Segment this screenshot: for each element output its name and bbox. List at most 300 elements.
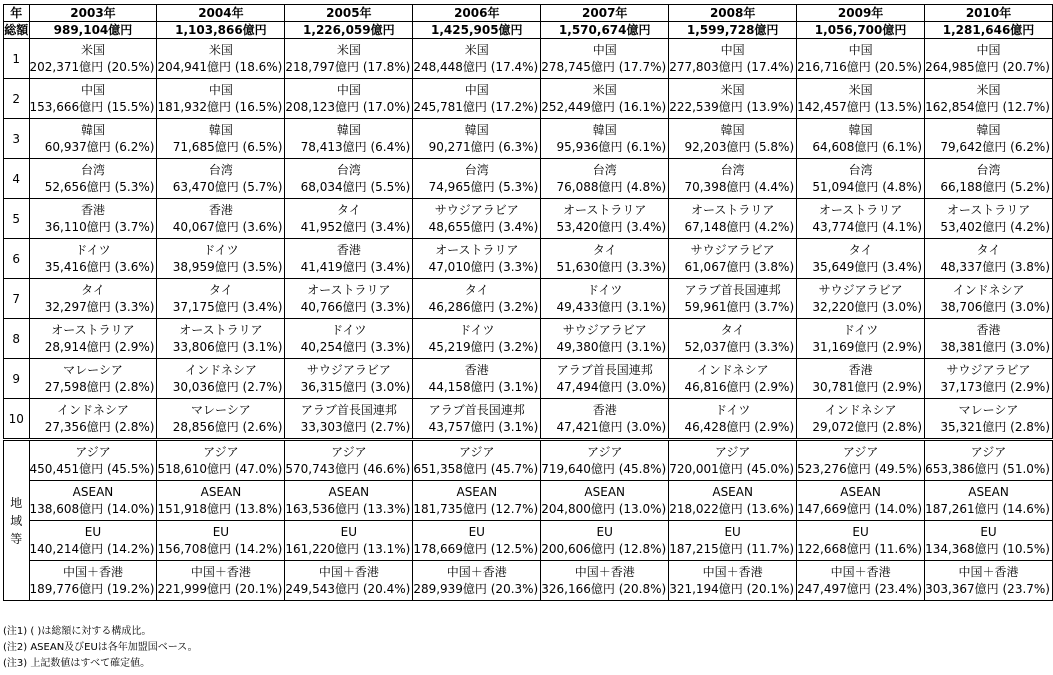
cell-value: 222,539億円 (13.9%) (669, 99, 795, 114)
table-cell (797, 399, 925, 440)
table-cell (541, 279, 669, 319)
table-row (4, 399, 1053, 440)
cell-country: EU (340, 524, 358, 539)
cell-value: 49,433億円 (3.1%) (556, 299, 667, 314)
cell-value: 31,169億円 (2.9%) (812, 339, 923, 354)
cell-value: 189,776億円 (19.2%) (29, 581, 155, 596)
year-header: 2003年 (29, 5, 157, 22)
cell-value: 278,745億円 (17.7%) (541, 59, 667, 74)
cell-value: 90,271億円 (6.3%) (428, 139, 539, 154)
table-cell (29, 159, 157, 199)
cell-value: 40,067億円 (3.6%) (172, 219, 283, 234)
table-cell (541, 521, 669, 561)
cell-country: 中国＋香港 (830, 564, 891, 579)
total-value: 1,226,059億円 (285, 22, 413, 39)
cell-value: 27,356億円 (2.8%) (44, 419, 155, 434)
cell-value: 46,428億円 (2.9%) (684, 419, 795, 434)
cell-country: 台湾 (720, 162, 745, 177)
region-row (4, 521, 1053, 561)
cell-value: 134,368億円 (10.5%) (925, 541, 1050, 556)
cell-value: 216,716億円 (20.5%) (797, 59, 923, 74)
cell-country: 中国＋香港 (702, 564, 763, 579)
cell-value: 64,608億円 (6.1%) (812, 139, 923, 154)
cell-country: ドイツ (459, 322, 495, 337)
table-cell (157, 279, 285, 319)
cell-value: 264,985億円 (20.7%) (925, 59, 1050, 74)
table-cell (157, 359, 285, 399)
table-cell (285, 521, 413, 561)
cell-value: 153,666億円 (15.5%) (29, 99, 155, 114)
cell-value: 66,188億円 (5.2%) (940, 179, 1050, 194)
cell-value: 277,803億円 (17.4%) (669, 59, 795, 74)
cell-value: 245,781億円 (17.2%) (413, 99, 539, 114)
table-cell (285, 199, 413, 239)
cell-value: 181,932億円 (16.5%) (157, 99, 283, 114)
cell-value: 38,706億円 (3.0%) (940, 299, 1050, 314)
table-cell (541, 440, 669, 481)
table-cell (925, 199, 1053, 239)
cell-country: オーストラリア (690, 202, 775, 217)
table-cell (541, 199, 669, 239)
table-cell (541, 319, 669, 359)
cell-value: 163,536億円 (13.3%) (285, 501, 411, 516)
cell-value: 720,001億円 (45.0%) (669, 461, 795, 476)
cell-value: 43,774億円 (4.1%) (812, 219, 923, 234)
table-cell (925, 359, 1053, 399)
cell-value: 52,037億円 (3.3%) (684, 339, 795, 354)
cell-country: ASEAN (584, 484, 626, 499)
table-cell (925, 79, 1053, 119)
rank-number: 9 (4, 359, 30, 399)
table-cell (797, 159, 925, 199)
cell-value: 76,088億円 (4.8%) (556, 179, 667, 194)
rank-number: 5 (4, 199, 30, 239)
table-cell (285, 159, 413, 199)
cell-value: 138,608億円 (14.0%) (29, 501, 155, 516)
cell-country: ドイツ (75, 242, 111, 257)
cell-value: 36,315億円 (3.0%) (300, 379, 411, 394)
cell-country: EU (980, 524, 997, 539)
cell-value: 252,449億円 (16.1%) (541, 99, 667, 114)
cell-country: ASEAN (72, 484, 114, 499)
table-cell (413, 79, 541, 119)
total-value: 1,425,905億円 (413, 22, 541, 39)
cell-value: 48,655億円 (3.4%) (428, 219, 539, 234)
table-cell (285, 561, 413, 601)
cell-value: 71,685億円 (6.5%) (172, 139, 283, 154)
table-cell (413, 239, 541, 279)
table-row (4, 39, 1053, 79)
footnotes (3, 624, 198, 672)
year-header: 2004年 (157, 5, 285, 22)
cell-country: タイ (720, 322, 745, 337)
cell-value: 122,668億円 (11.6%) (797, 541, 923, 556)
cell-value: 523,276億円 (49.5%) (797, 461, 923, 476)
table-row (4, 239, 1053, 279)
table-row (4, 199, 1053, 239)
table-cell (285, 119, 413, 159)
table-cell (541, 481, 669, 521)
table-cell (285, 359, 413, 399)
cell-value: 47,010億円 (3.3%) (428, 259, 539, 274)
cell-value: 60,937億円 (6.2%) (44, 139, 155, 154)
cell-value: 326,166億円 (20.8%) (541, 581, 667, 596)
cell-value: 289,939億円 (20.3%) (413, 581, 539, 596)
table-cell (285, 239, 413, 279)
table-cell (797, 481, 925, 521)
table-row (4, 359, 1053, 399)
cell-country: 中国 (208, 82, 233, 97)
table-cell (285, 79, 413, 119)
table-cell (925, 319, 1053, 359)
cell-value: 162,854億円 (12.7%) (925, 99, 1050, 114)
cell-country: 中国＋香港 (318, 564, 379, 579)
table-cell (413, 119, 541, 159)
cell-country: ASEAN (328, 484, 370, 499)
cell-value: 200,606億円 (12.8%) (541, 541, 667, 556)
cell-value: 63,470億円 (5.7%) (172, 179, 283, 194)
cell-country: インドネシア (184, 362, 257, 377)
cell-country: 中国 (848, 42, 873, 57)
trade-partner-table (3, 4, 1053, 601)
region-label-char: 地 (10, 495, 23, 510)
table-cell (29, 239, 157, 279)
cell-country: 中国＋香港 (62, 564, 123, 579)
region-row (4, 481, 1053, 521)
table-cell (413, 481, 541, 521)
total-value: 1,599,728億円 (669, 22, 797, 39)
cell-country: タイ (336, 202, 361, 217)
cell-value: 36,110億円 (3.7%) (44, 219, 155, 234)
cell-value: 37,175億円 (3.4%) (172, 299, 283, 314)
cell-value: 95,936億円 (6.1%) (556, 139, 667, 154)
table-cell (925, 279, 1053, 319)
table-cell (29, 39, 157, 79)
table-cell (29, 481, 157, 521)
cell-value: 218,797億円 (17.8%) (285, 59, 411, 74)
cell-value: 47,421億円 (3.0%) (556, 419, 667, 434)
table-cell (669, 481, 797, 521)
table-cell (797, 521, 925, 561)
cell-country: タイ (81, 282, 105, 297)
cell-country: 香港 (592, 402, 617, 417)
cell-country: オーストラリア (435, 242, 519, 257)
cell-country: 米国 (976, 82, 1001, 97)
cell-value: 33,806億円 (3.1%) (172, 339, 283, 354)
table-cell (925, 561, 1053, 601)
footnote-1: (注1) ( )は総額に対する構成比。 (3, 626, 152, 637)
table-cell (157, 319, 285, 359)
cell-country: 中国 (464, 82, 489, 97)
cell-value: 142,457億円 (13.5%) (797, 99, 923, 114)
cell-value: 40,254億円 (3.3%) (300, 339, 411, 354)
cell-country: 米国 (592, 82, 617, 97)
cell-value: 140,214億円 (14.2%) (29, 541, 155, 556)
cell-value: 518,610億円 (47.0%) (157, 461, 283, 476)
cell-value: 78,413億円 (6.4%) (300, 139, 411, 154)
table-cell (285, 39, 413, 79)
cell-value: 156,708億円 (14.2%) (157, 541, 283, 556)
cell-country: 香港 (848, 362, 873, 377)
cell-country: タイ (592, 242, 617, 257)
cell-value: 35,649億円 (3.4%) (812, 259, 923, 274)
table-cell (157, 440, 285, 481)
table-cell (29, 521, 157, 561)
cell-country: インドネシア (696, 362, 769, 377)
cell-country: EU (84, 524, 102, 539)
table-row (4, 119, 1053, 159)
cell-country: ASEAN (200, 484, 242, 499)
table-cell (413, 440, 541, 481)
cell-country: 韓国 (336, 122, 361, 137)
cell-country: アジア (75, 444, 111, 459)
cell-value: 202,371億円 (20.5%) (29, 59, 155, 74)
cell-country: 米国 (208, 42, 233, 57)
table-cell (669, 561, 797, 601)
region-label (4, 440, 30, 601)
table-cell (797, 561, 925, 601)
table-cell (29, 440, 157, 481)
total-value: 1,570,674億円 (541, 22, 669, 39)
table-cell (157, 159, 285, 199)
cell-value: 204,941億円 (18.6%) (157, 59, 283, 74)
rank-number: 7 (4, 279, 30, 319)
total-label: 総額 (4, 23, 29, 37)
cell-country: 香港 (336, 242, 361, 257)
cell-country: EU (468, 524, 485, 539)
cell-value: 653,386億円 (51.0%) (925, 461, 1050, 476)
table-cell (29, 279, 157, 319)
cell-country: アラブ首長国連邦 (556, 362, 653, 377)
cell-country: 韓国 (592, 122, 617, 137)
cell-country: 韓国 (848, 122, 873, 137)
cell-value: 41,952億円 (3.4%) (300, 219, 411, 234)
region-label-char: 域 (10, 513, 23, 528)
cell-country: 韓国 (976, 122, 1001, 137)
table-cell (29, 119, 157, 159)
table-cell (669, 119, 797, 159)
table-cell (29, 561, 157, 601)
table-row (4, 79, 1053, 119)
rank-number: 6 (4, 239, 30, 279)
cell-value: 187,261億円 (14.6%) (925, 501, 1050, 516)
cell-country: アジア (970, 444, 1007, 459)
cell-value: 32,220億円 (3.0%) (812, 299, 923, 314)
cell-country: 台湾 (80, 162, 105, 177)
cell-value: 45,219億円 (3.2%) (428, 339, 539, 354)
cell-country: 中国 (592, 42, 617, 57)
cell-value: 249,543億円 (20.4%) (285, 581, 411, 596)
table-cell (285, 399, 413, 440)
cell-country: マレーシア (191, 402, 251, 417)
header-row-years (4, 5, 1053, 22)
cell-country: 中国 (976, 42, 1001, 57)
cell-country: サウジアラビア (306, 362, 391, 377)
year-header: 2009年 (797, 5, 925, 22)
rank-number: 10 (4, 399, 30, 440)
cell-value: 51,630億円 (3.3%) (556, 259, 667, 274)
cell-value: 651,358億円 (45.7%) (413, 461, 539, 476)
cell-country: 中国＋香港 (190, 564, 251, 579)
table-cell (925, 119, 1053, 159)
table-cell (669, 399, 797, 440)
cell-country: インドネシア (952, 282, 1025, 297)
cell-country: オーストラリア (818, 202, 903, 217)
table-cell (669, 440, 797, 481)
year-header: 2006年 (413, 5, 541, 22)
cell-country: 中国 (80, 82, 105, 97)
cell-country: インドネシア (824, 402, 897, 417)
cell-value: 41,419億円 (3.4%) (300, 259, 411, 274)
cell-value: 67,148億円 (4.2%) (684, 219, 795, 234)
year-label: 年 (4, 5, 30, 22)
table-cell (669, 199, 797, 239)
rank-number: 4 (4, 159, 30, 199)
table-cell (797, 279, 925, 319)
rank-number: 2 (4, 79, 30, 119)
cell-value: 570,743億円 (46.6%) (285, 461, 411, 476)
cell-country: オーストラリア (307, 282, 391, 297)
cell-country: オーストラリア (51, 322, 135, 337)
table-cell (413, 319, 541, 359)
cell-country: アラブ首長国連邦 (684, 282, 781, 297)
table-cell (925, 399, 1053, 440)
table-cell (541, 119, 669, 159)
cell-country: 韓国 (464, 122, 489, 137)
cell-value: 46,816億円 (2.9%) (684, 379, 795, 394)
cell-value: 28,914億円 (2.9%) (44, 339, 155, 354)
cell-value: 53,402億円 (4.2%) (940, 219, 1050, 234)
table-cell (413, 39, 541, 79)
table-cell (925, 481, 1053, 521)
cell-value: 719,640億円 (45.8%) (541, 461, 667, 476)
cell-value: 181,735億円 (12.7%) (413, 501, 539, 516)
cell-value: 68,034億円 (5.5%) (300, 179, 411, 194)
table-cell (541, 239, 669, 279)
region-label-char: 等 (10, 531, 23, 546)
cell-country: ドイツ (331, 322, 367, 337)
cell-country: オーストラリア (563, 202, 647, 217)
cell-value: 208,123億円 (17.0%) (285, 99, 411, 114)
region-row (4, 561, 1053, 601)
cell-country: EU (596, 524, 613, 539)
table-cell (29, 319, 157, 359)
cell-value: 248,448億円 (17.4%) (413, 59, 539, 74)
table-cell (413, 359, 541, 399)
table-cell (285, 440, 413, 481)
cell-country: サウジアラビア (690, 242, 775, 257)
table-cell (157, 119, 285, 159)
rank-number: 8 (4, 319, 30, 359)
cell-value: 38,381億円 (3.0%) (940, 339, 1050, 354)
cell-value: 46,286億円 (3.2%) (428, 299, 539, 314)
cell-country: EU (212, 524, 230, 539)
cell-value: 28,856億円 (2.6%) (172, 419, 283, 434)
cell-value: 178,669億円 (12.5%) (413, 541, 539, 556)
table-cell (669, 239, 797, 279)
cell-value: 147,669億円 (14.0%) (797, 501, 923, 516)
cell-value: 151,918億円 (13.8%) (157, 501, 283, 516)
table-cell (925, 440, 1053, 481)
table-cell (797, 39, 925, 79)
cell-country: タイ (209, 282, 233, 297)
table-cell (157, 79, 285, 119)
cell-country: オーストラリア (946, 202, 1031, 217)
trade-table-container (3, 4, 1053, 601)
cell-country: サウジアラビア (818, 282, 903, 297)
cell-country: ASEAN (840, 484, 881, 499)
footnote-2: (注2) ASEAN及びEUは各年加盟国ベース。 (3, 642, 198, 653)
cell-value: 40,766億円 (3.3%) (300, 299, 411, 314)
table-row (4, 319, 1053, 359)
cell-value: 32,297億円 (3.3%) (44, 299, 155, 314)
cell-country: サウジアラビア (434, 202, 519, 217)
year-header: 2005年 (285, 5, 413, 22)
table-cell (29, 79, 157, 119)
table-cell (413, 561, 541, 601)
cell-value: 30,036億円 (2.7%) (172, 379, 283, 394)
cell-country: アラブ首長国連邦 (428, 402, 525, 417)
table-cell (669, 319, 797, 359)
cell-country: 中国＋香港 (574, 564, 635, 579)
cell-country: サウジアラビア (562, 322, 647, 337)
rank-number: 3 (4, 119, 30, 159)
region-row (4, 440, 1053, 481)
table-cell (157, 399, 285, 440)
table-cell (669, 359, 797, 399)
cell-country: 米国 (720, 82, 745, 97)
cell-country: アジア (203, 444, 239, 459)
cell-value: 221,999億円 (20.1%) (157, 581, 283, 596)
cell-country: アジア (586, 444, 623, 459)
cell-value: 52,656億円 (5.3%) (44, 179, 155, 194)
cell-value: 92,203億円 (5.8%) (684, 139, 795, 154)
cell-country: 米国 (464, 42, 489, 57)
cell-country: 台湾 (464, 162, 489, 177)
table-row (4, 159, 1053, 199)
cell-country: アジア (331, 444, 367, 459)
year-header: 2010年 (925, 5, 1053, 22)
table-cell (157, 561, 285, 601)
table-cell (669, 279, 797, 319)
cell-value: 303,367億円 (23.7%) (925, 581, 1050, 596)
cell-value: 27,598億円 (2.8%) (44, 379, 155, 394)
table-cell (541, 159, 669, 199)
cell-country: アジア (459, 444, 495, 459)
cell-value: 61,067億円 (3.8%) (684, 259, 795, 274)
cell-country: 台湾 (336, 162, 361, 177)
footnote-3: (注3) 上記数値はすべて確定値。 (3, 658, 151, 669)
cell-country: 米国 (848, 82, 873, 97)
cell-value: 218,022億円 (13.6%) (669, 501, 795, 516)
cell-value: 321,194億円 (20.1%) (669, 581, 795, 596)
table-cell (925, 159, 1053, 199)
cell-value: 35,416億円 (3.6%) (44, 259, 155, 274)
year-header: 2008年 (669, 5, 797, 22)
table-cell (285, 481, 413, 521)
table-cell (797, 79, 925, 119)
total-value: 989,104億円 (29, 22, 157, 39)
table-cell (797, 199, 925, 239)
table-cell (285, 319, 413, 359)
cell-country: ASEAN (968, 484, 1009, 499)
cell-value: 37,173億円 (2.9%) (940, 379, 1050, 394)
cell-country: 韓国 (208, 122, 233, 137)
cell-value: 48,337億円 (3.8%) (940, 259, 1050, 274)
cell-country: 中国＋香港 (958, 564, 1019, 579)
table-cell (925, 39, 1053, 79)
cell-value: 33,303億円 (2.7%) (300, 419, 411, 434)
